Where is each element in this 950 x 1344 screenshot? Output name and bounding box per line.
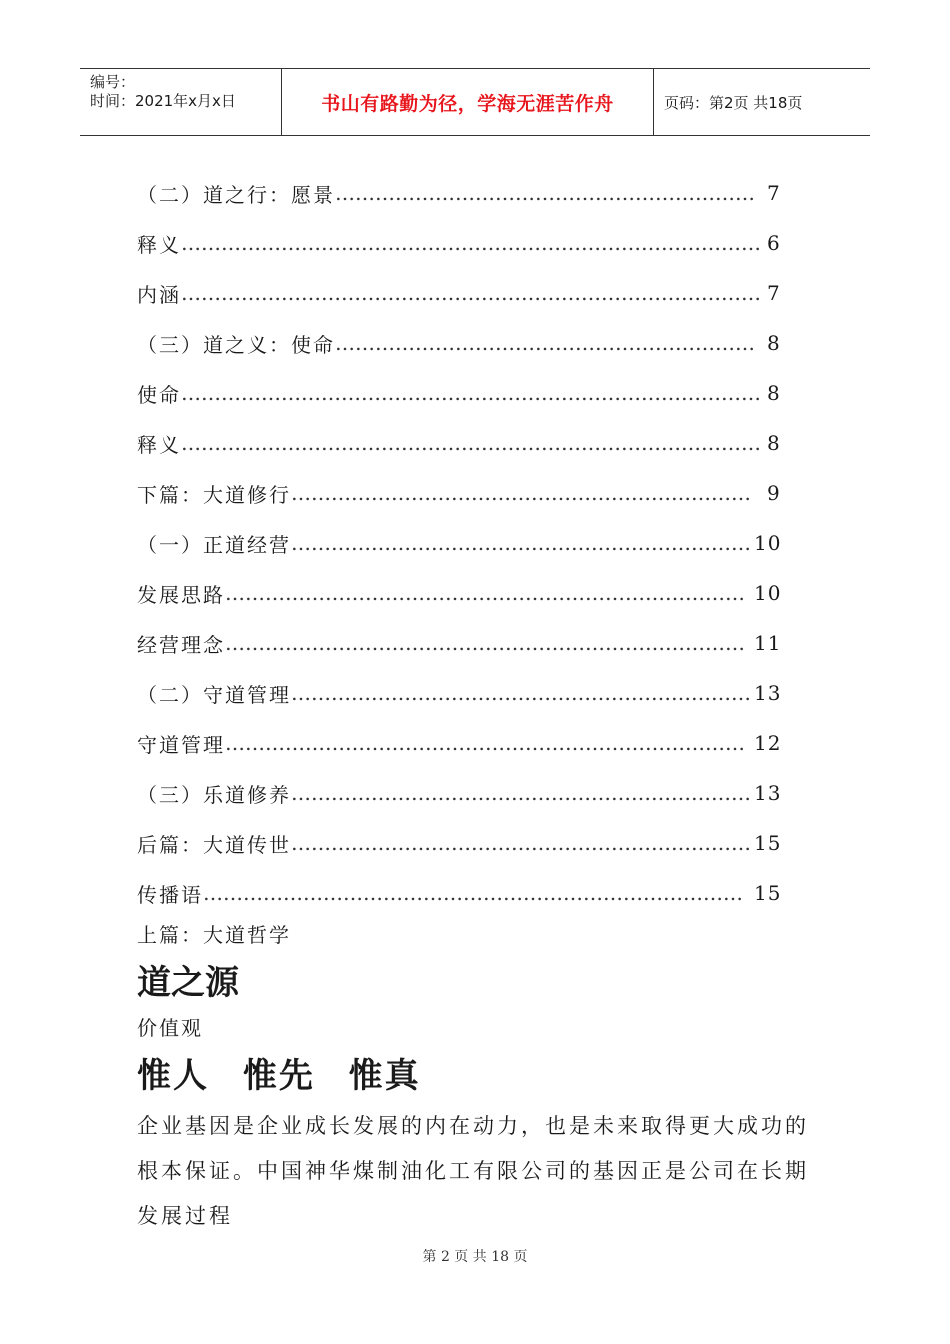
- toc-entry: [137, 168, 817, 218]
- toc-dot-leader: ……………………………………………………………………………: [181, 381, 761, 405]
- toc-entry-title: 守道管理: [137, 732, 225, 757]
- toc-entry: [137, 368, 817, 418]
- toc-entry-page: 8: [767, 331, 781, 355]
- toc-entry-title: （三）道之义：使命: [137, 332, 335, 357]
- toc-dot-leader: ……………………………………………………………………………: [181, 231, 761, 255]
- toc-dot-leader: ………………………………………………………………………: [203, 881, 743, 905]
- toc-dot-leader: ……………………………………………………………………………: [181, 431, 761, 455]
- toc-dot-leader: ……………………………………………………………………: [225, 581, 745, 605]
- toc-entry: [137, 868, 817, 918]
- toc-entry-page: 10: [754, 581, 782, 605]
- toc-entry-page: 15: [754, 831, 782, 855]
- toc-entry-title: 释义: [137, 432, 181, 457]
- toc-entry-title: （二）守道管理: [137, 682, 291, 707]
- toc-entry: [137, 718, 817, 768]
- toc-entry-page: 7: [767, 281, 781, 305]
- document-date-label: 时间：2021年x月x日: [90, 92, 236, 110]
- toc-dot-leader: ……………………………………………………………………………: [181, 281, 761, 305]
- toc-entry-title: 发展思路: [137, 582, 225, 607]
- table-of-contents: [137, 168, 817, 918]
- values-heading: 惟人 惟先 惟真: [137, 1056, 421, 1096]
- toc-entry-title: 传播语: [137, 882, 203, 907]
- toc-entry-page: 12: [754, 731, 782, 755]
- toc-entry-page: 13: [754, 681, 782, 705]
- toc-dot-leader: ………………………………………………………: [335, 181, 755, 205]
- toc-entry-page: 7: [767, 181, 781, 205]
- toc-entry-page: 9: [767, 481, 781, 505]
- toc-entry: [137, 668, 817, 718]
- page-footer: 第 2 页 共 18 页: [422, 1249, 528, 1265]
- section-heading: 道之源: [137, 963, 239, 1003]
- toc-entry-page: 13: [754, 781, 782, 805]
- toc-entry-page: 11: [754, 631, 782, 655]
- toc-dot-leader: ……………………………………………………………: [291, 831, 751, 855]
- toc-entry: [137, 318, 817, 368]
- toc-entry: [137, 518, 817, 568]
- toc-entry: [137, 768, 817, 818]
- toc-entry: [137, 218, 817, 268]
- toc-entry: [137, 268, 817, 318]
- toc-dot-leader: ……………………………………………………………: [291, 531, 751, 555]
- toc-entry-title: 使命: [137, 382, 181, 407]
- toc-entry-title: （二）道之行：愿景: [137, 182, 335, 207]
- toc-dot-leader: ……………………………………………………………: [291, 781, 751, 805]
- toc-dot-leader: ……………………………………………………………………: [225, 731, 745, 755]
- toc-dot-leader: ……………………………………………………………: [291, 681, 751, 705]
- body-paragraph: 企业基因是企业成长发展的内在动力，也是未来取得更大成功的根本保证。中国神华煤制油化工有限公司的基因正是公司在长期发展过程: [137, 1114, 809, 1228]
- document-body: [137, 912, 827, 1239]
- subheading: 价值观: [137, 1016, 203, 1040]
- toc-entry-title: 后篇：大道传世: [137, 832, 291, 857]
- toc-entry: [137, 818, 817, 868]
- toc-dot-leader: ……………………………………………………………………: [225, 631, 745, 655]
- toc-entry-page: 15: [754, 881, 782, 905]
- toc-entry-title: 经营理念: [137, 632, 225, 657]
- toc-entry: [137, 568, 817, 618]
- toc-entry-title: （一）正道经营: [137, 532, 291, 557]
- toc-entry-page: 6: [767, 231, 781, 255]
- part-title: 上篇：大道哲学: [137, 923, 291, 947]
- toc-entry: [137, 468, 817, 518]
- toc-entry: [137, 618, 817, 668]
- page-header: [80, 68, 870, 136]
- toc-entry-title: 下篇：大道修行: [137, 482, 291, 507]
- toc-entry-title: 释义: [137, 232, 181, 257]
- toc-entry-page: 8: [767, 381, 781, 405]
- document-number-label: 编号：: [90, 73, 136, 91]
- toc-entry: [137, 418, 817, 468]
- toc-entry-title: 内涵: [137, 282, 181, 307]
- toc-entry-title: （三）乐道修养: [137, 782, 291, 807]
- toc-dot-leader: ………………………………………………………: [335, 331, 755, 355]
- toc-entry-page: 10: [754, 531, 782, 555]
- header-page-info: 页码：第2页 共18页: [664, 93, 803, 112]
- toc-entry-page: 8: [767, 431, 781, 455]
- header-motto: 书山有路勤为径，学海无涯苦作舟: [282, 69, 654, 135]
- toc-dot-leader: ……………………………………………………………: [291, 481, 751, 505]
- header-meta: [80, 69, 282, 135]
